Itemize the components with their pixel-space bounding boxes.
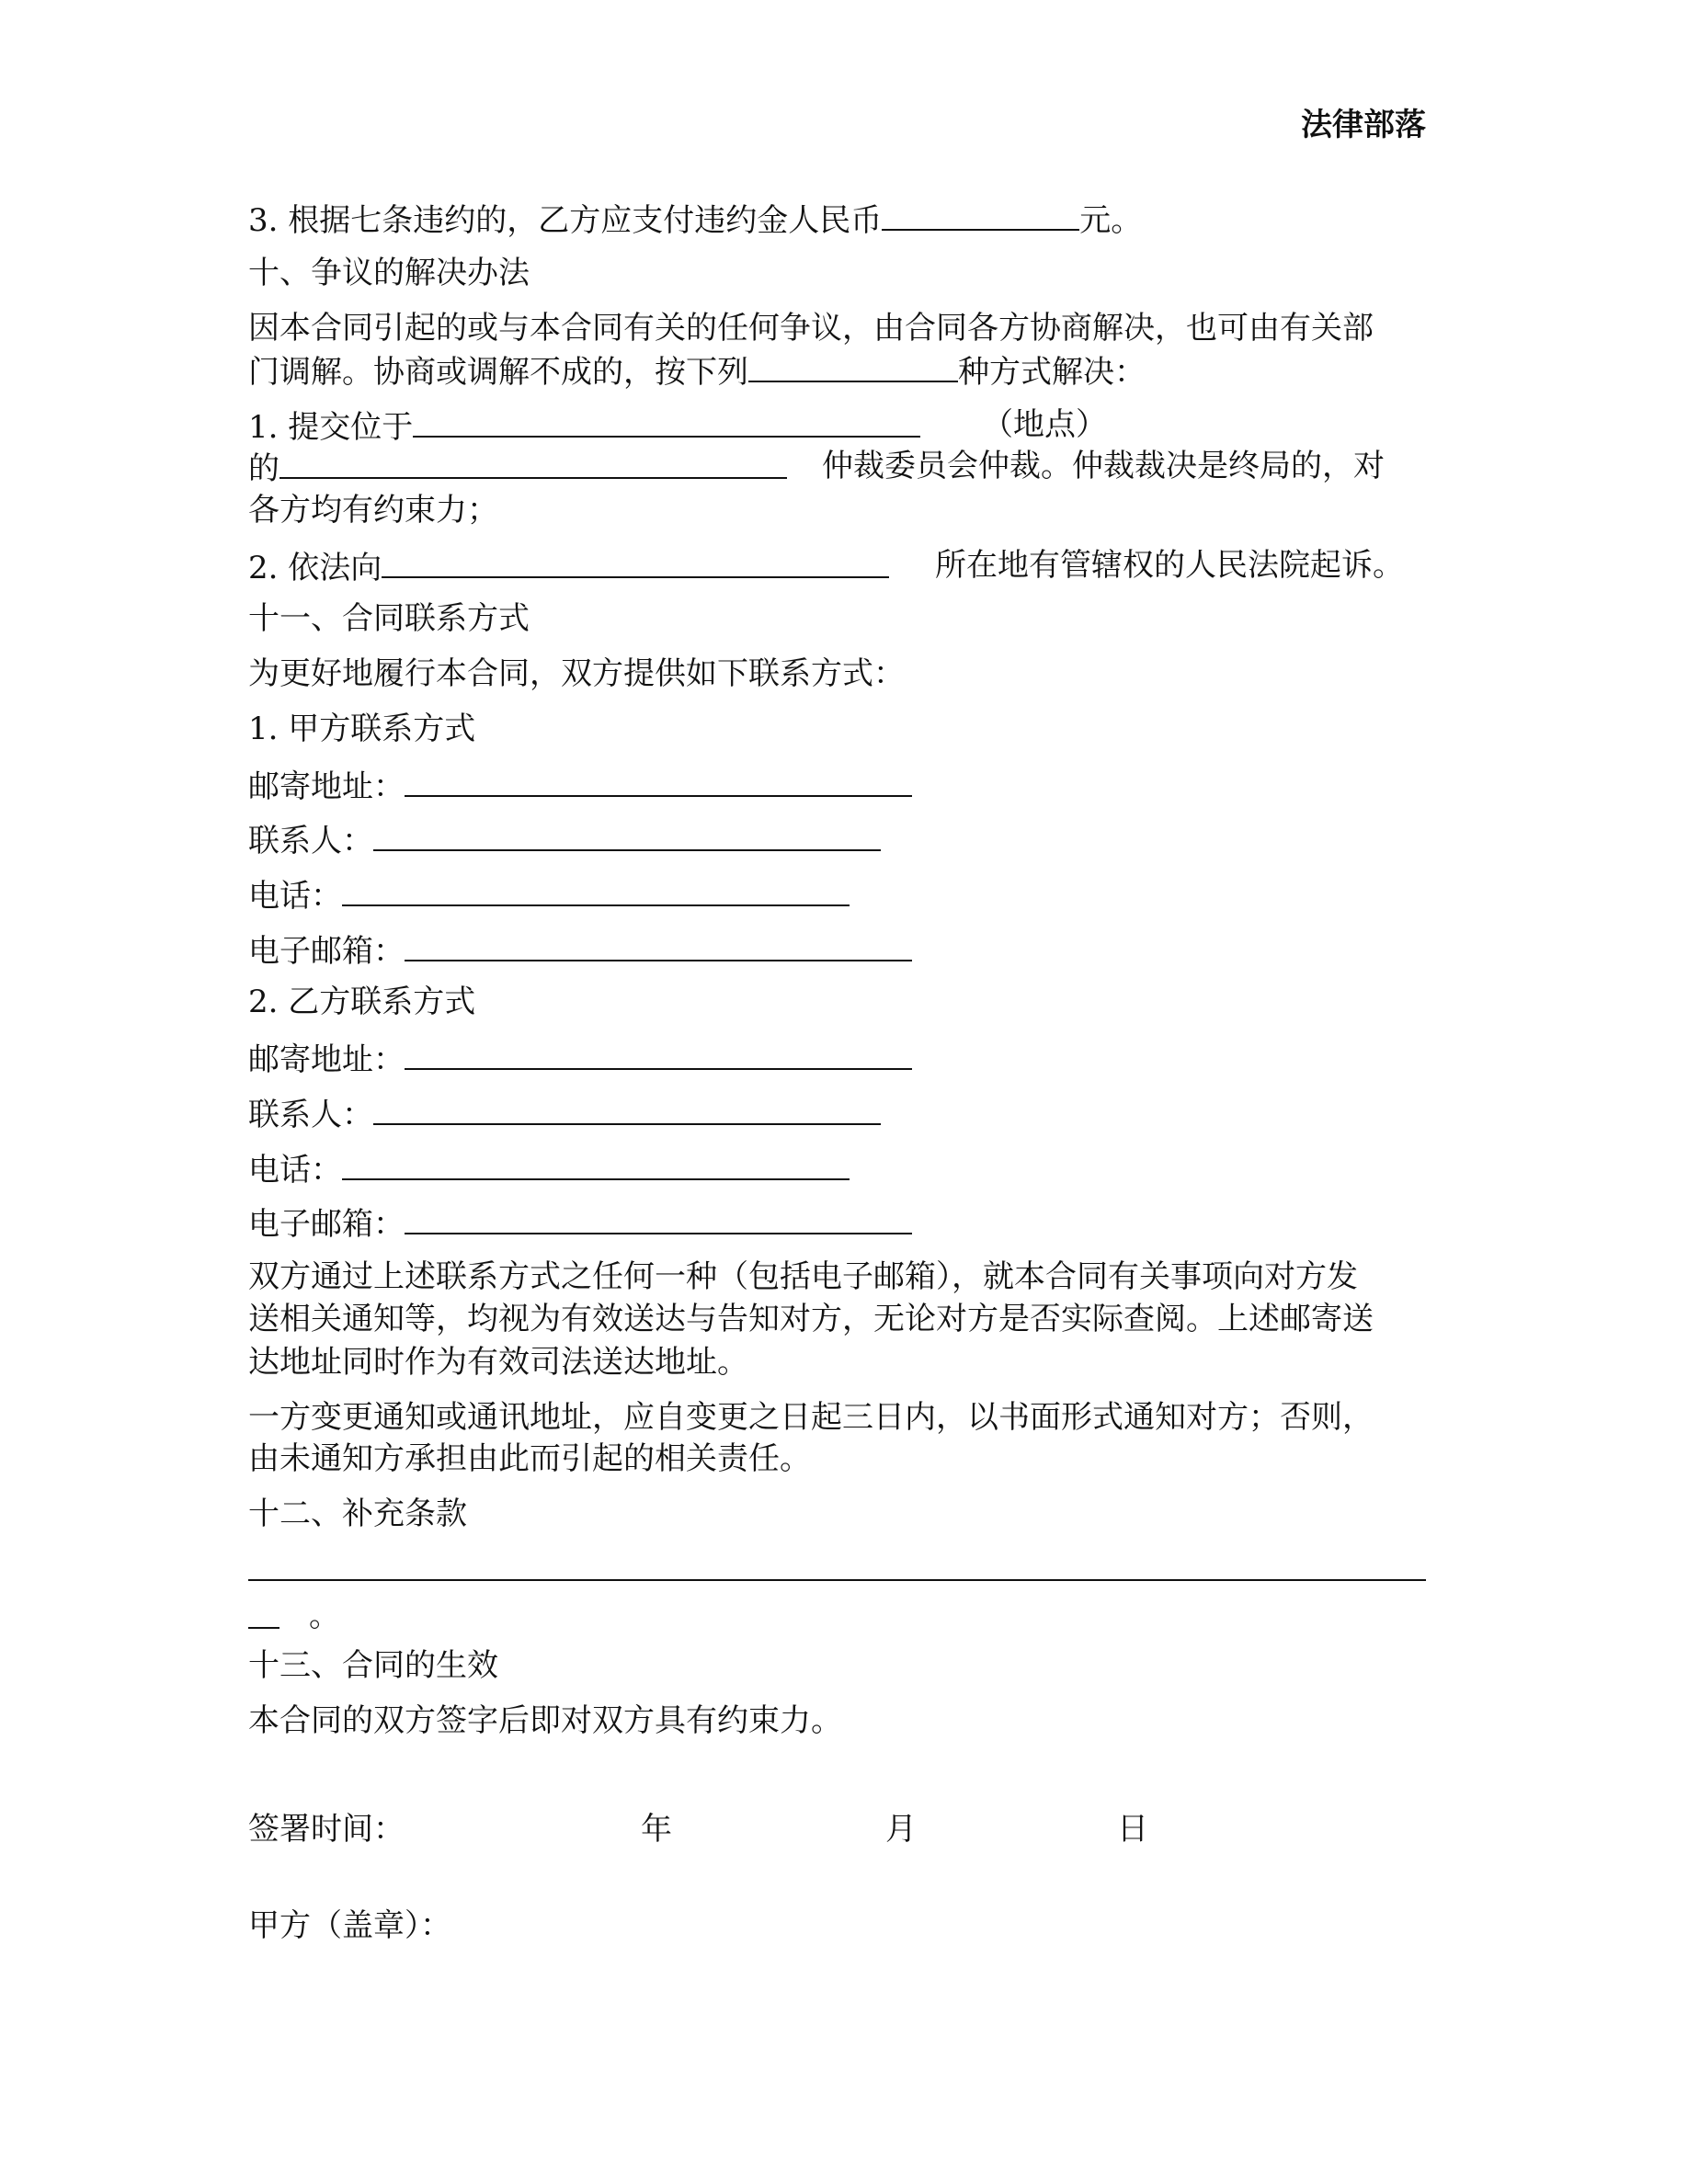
phone-blank bbox=[342, 1147, 850, 1180]
party-a-contact-title: 1. 甲方联系方式 bbox=[248, 711, 476, 747]
contact-blank bbox=[373, 1092, 881, 1125]
label: 电话： bbox=[248, 1152, 342, 1189]
email-blank bbox=[405, 928, 912, 961]
text: 种方式解决： bbox=[958, 354, 1146, 391]
section-10-title: 十、争议的解决办法 bbox=[248, 255, 530, 291]
change-para-line: 由未通知方承担由此而引起的相关责任。 bbox=[248, 1440, 811, 1477]
period: 。 bbox=[309, 1598, 340, 1634]
label: 联系人： bbox=[248, 823, 373, 859]
section-10-para-line2 bbox=[248, 349, 1146, 390]
notice-para-line: 送相关通知等，均视为有效送达与告知对方，无论对方是否实际查阅。上述邮寄送 bbox=[248, 1301, 1374, 1337]
clause-suffix: 元。 bbox=[1079, 202, 1143, 239]
arbitration-commission-blank bbox=[279, 446, 787, 479]
year-label: 年 bbox=[641, 1811, 672, 1848]
method-count-blank bbox=[748, 349, 958, 382]
penalty-amount-blank bbox=[882, 198, 1079, 231]
party-a-phone bbox=[248, 873, 850, 914]
change-para-line: 一方变更通知或通讯地址，应自变更之日起三日内，以书面形式通知对方；否则， bbox=[248, 1399, 1374, 1436]
place-label: （地点） bbox=[982, 406, 1107, 443]
text: 所在地有管辖权的人民法院起诉。 bbox=[935, 547, 1404, 584]
litigation-item bbox=[248, 545, 1426, 586]
notice-para-line: 达地址同时作为有效司法送达地址。 bbox=[248, 1344, 748, 1381]
address-blank bbox=[405, 764, 912, 797]
supplementary-terms-blank bbox=[248, 1579, 1426, 1581]
arbitration-place-blank bbox=[413, 404, 920, 438]
label: 联系人： bbox=[248, 1097, 373, 1133]
party-a-address bbox=[248, 764, 912, 804]
contact-blank bbox=[373, 818, 881, 851]
supplementary-terms-blank-cont bbox=[248, 1596, 279, 1629]
arbitration-item-line3: 各方均有约束力； bbox=[248, 492, 498, 529]
label: 邮寄地址： bbox=[248, 768, 405, 805]
label: 电话： bbox=[248, 878, 342, 915]
section-11-title: 十一、合同联系方式 bbox=[248, 600, 530, 637]
party-b-contact-title: 2. 乙方联系方式 bbox=[248, 984, 476, 1020]
brand-header: 法律部落 bbox=[1301, 107, 1426, 143]
arbitration-item-line2 bbox=[248, 446, 1426, 486]
label: 邮寄地址： bbox=[248, 1041, 405, 1078]
phone-blank bbox=[342, 873, 850, 906]
party-a-email bbox=[248, 928, 912, 969]
text: 的 bbox=[248, 450, 279, 487]
text: 1. 提交位于 bbox=[248, 409, 414, 446]
section-11-intro: 为更好地履行本合同，双方提供如下联系方式： bbox=[248, 655, 905, 692]
court-location-blank bbox=[382, 545, 889, 578]
day-label: 日 bbox=[1117, 1811, 1148, 1848]
party-b-email bbox=[248, 1201, 912, 1242]
section-13-title: 十三、合同的生效 bbox=[248, 1647, 498, 1684]
label: 电子邮箱： bbox=[248, 933, 405, 970]
party-a-contact bbox=[248, 818, 881, 859]
arbitration-item bbox=[248, 404, 1426, 445]
signature-date bbox=[248, 1809, 1426, 1849]
section-13-text: 本合同的双方签字后即对双方具有约束力。 bbox=[248, 1702, 842, 1739]
address-blank bbox=[405, 1037, 912, 1070]
party-b-contact bbox=[248, 1092, 881, 1132]
party-b-phone bbox=[248, 1147, 850, 1188]
clause-text: 3. 根据七条违约的，乙方应支付违约金人民币 bbox=[248, 202, 883, 239]
supplementary-terms-end bbox=[248, 1596, 616, 1636]
clause-9-3 bbox=[248, 198, 1142, 238]
notice-para-line: 双方通过上述联系方式之任何一种（包括电子邮箱），就本合同有关事项向对方发 bbox=[248, 1258, 1358, 1295]
text: 仲裁委员会仲裁。仲裁裁决是终局的，对 bbox=[822, 448, 1385, 484]
month-label: 月 bbox=[885, 1811, 917, 1848]
party-b-address bbox=[248, 1037, 912, 1077]
section-10-para: 因本合同引起的或与本合同有关的任何争议，由合同各方协商解决，也可由有关部 bbox=[248, 310, 1374, 347]
date-label: 签署时间： bbox=[248, 1811, 405, 1848]
email-blank bbox=[405, 1201, 912, 1234]
section-12-title: 十二、补充条款 bbox=[248, 1496, 467, 1532]
label: 电子邮箱： bbox=[248, 1206, 405, 1243]
text: 门调解。协商或调解不成的，按下列 bbox=[248, 354, 748, 391]
party-a-seal: 甲方（盖章）： bbox=[248, 1907, 451, 1944]
text: 2. 依法向 bbox=[248, 550, 382, 586]
